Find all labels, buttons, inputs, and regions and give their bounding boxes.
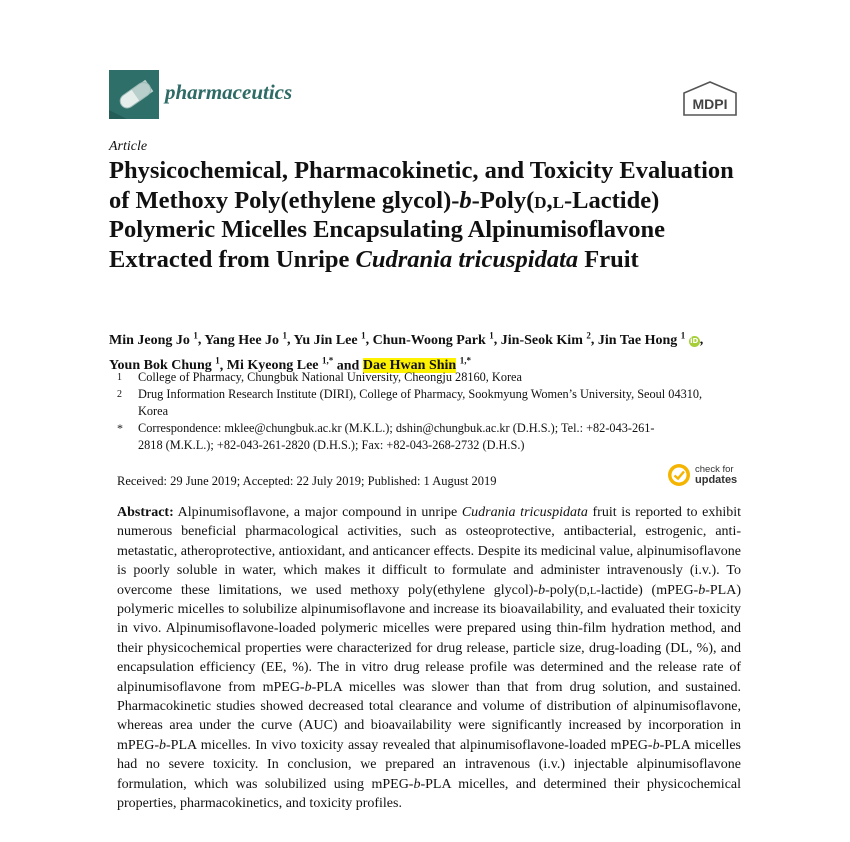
affiliation-2: 2 Drug Information Research Institute (DIRI), College of Pharmacy, Sookmyung Women’s University, Seoul 04310, Korea — [117, 387, 703, 418]
check-for-updates-badge[interactable] — [667, 463, 747, 489]
author[interactable]: Mi Kyeong Lee $^{1,*}$ — [226, 355, 334, 374]
affiliation-1: 1 College of Pharmacy, Chungbuk National University, Cheongju 28160, Korea — [117, 370, 522, 384]
author[interactable]: Yang Hee Jo $^1$ — [204, 330, 288, 348]
author[interactable]: Youn Bok Chung $^1$ — [109, 355, 220, 374]
abstract: Abstract: Alpinumisoflavone, a major compound in unripe Cudrania tricuspidata fruit is reported to exhibit numerous beneficial pharmacological activities, such as osteoprotective, antibacterial, estrogenic, anti-metastatic, atheroprotective, antioxidant, and anticancer effects. Despite its medicinal value, alpinumisoflavone is poorly soluble in water, which makes it difficult to formulate and administer intravenously (i.v.). To overcome these limitations, we used methoxy poly(ethylene glycol)-b-poly(d,l-lactide) (mPEG-b-PLA) polymeric micelles to solubilize alpinumisoflavone and increase its bioavailability, and evaluated their toxicity in vivo. Alpinumisoflavone-loaded polymeric micelles were prepared using thin-film hydration method, and their physicochemical properties were characterized for drug release, particle size, drug-loading (DL, %), and encapsulation efficiency (EE, %). The in vitro drug release profile was determined and the release rate of alpinumisoflavone from mPEG-b-PLA micelles was slower than that from drug solution, and sustained. Pharmacokinetic studies showed decreased total clearance and volume of distribution of alpinumisoflavone, whereas area under the curve (AUC) and bioavailability were significantly increased by incorporation in mPEG-b-PLA micelles. In vivo toxicity assay revealed that alpinumisoflavone-loaded mPEG-b-PLA micelles had no severe toxicity. In conclusion, we prepared an intravenous (i.v.) injectable alpinumisoflavone formulation, which was solubilized using mPEG-b-PLA micelles, and determined their physicochemical properties, pharmacokinetics, and toxicity profiles. — [117, 505, 742, 812]
publisher-name: MDPI — [692, 96, 728, 112]
check-updates-line1: check for — [695, 464, 734, 475]
article-type: Article — [109, 139, 148, 154]
paper-title: Physicochemical, Pharmacokinetic, and Toxicity Evaluation of Methoxy Poly(ethylene glycol)-b-Poly(d,l-Lactide) Polymeric Micelles Encapsulating Alpinumisoflavone Extracted from Unripe Cudrania tricuspidata Fruit — [109, 157, 734, 273]
journal-name[interactable]: pharmaceutics — [165, 80, 293, 104]
author-highlighted[interactable]: Dae Hwan Shin $^{1,*}$ — [362, 355, 471, 374]
author-list: Min Jeong Jo $^1$, Yang Hee Jo $^1$, Yu Jin Lee $^1$, Chun-Woong Park $^1$, Jin-Seok Kim $^2$, Jin Tae Hong $^1$ iD, Youn Bok Chung $^1$, Mi Kyeong Lee $^{1,*}$ and Dae Hwan Shin $^{1,*}$ — [109, 330, 704, 374]
author[interactable]: Jin-Seok Kim $^2$ — [500, 330, 591, 348]
author[interactable]: Jin Tae Hong $^1$ — [597, 330, 686, 348]
author[interactable]: Yu Jin Lee $^1$ — [293, 330, 366, 348]
check-updates-icon — [667, 463, 691, 487]
check-updates-line2: updates — [695, 474, 738, 486]
publication-dates: Received: 29 June 2019; Accepted: 22 July 2019; Published: 1 August 2019 — [117, 474, 497, 488]
mdpi-logo[interactable] — [680, 80, 740, 120]
correspondence: * Correspondence: mklee@chungbuk.ac.kr (M.K.L.); dshin@chungbuk.ac.kr (D.H.S.); Tel.: +82-043-261-2818 (M.K.L.); +82-043-261-2820 (D.H.S.); Fax: +82-043-268-2732 (D.H.S.) — [117, 421, 655, 452]
journal-logo — [109, 70, 159, 119]
orcid-icon[interactable]: iD — [690, 336, 699, 345]
author[interactable]: Min Jeong Jo $^1$ — [109, 330, 198, 348]
capsule-icon — [109, 70, 159, 119]
abstract-label: Abstract: — [117, 505, 174, 520]
author[interactable]: Chun-Woong Park $^1$ — [372, 330, 494, 348]
